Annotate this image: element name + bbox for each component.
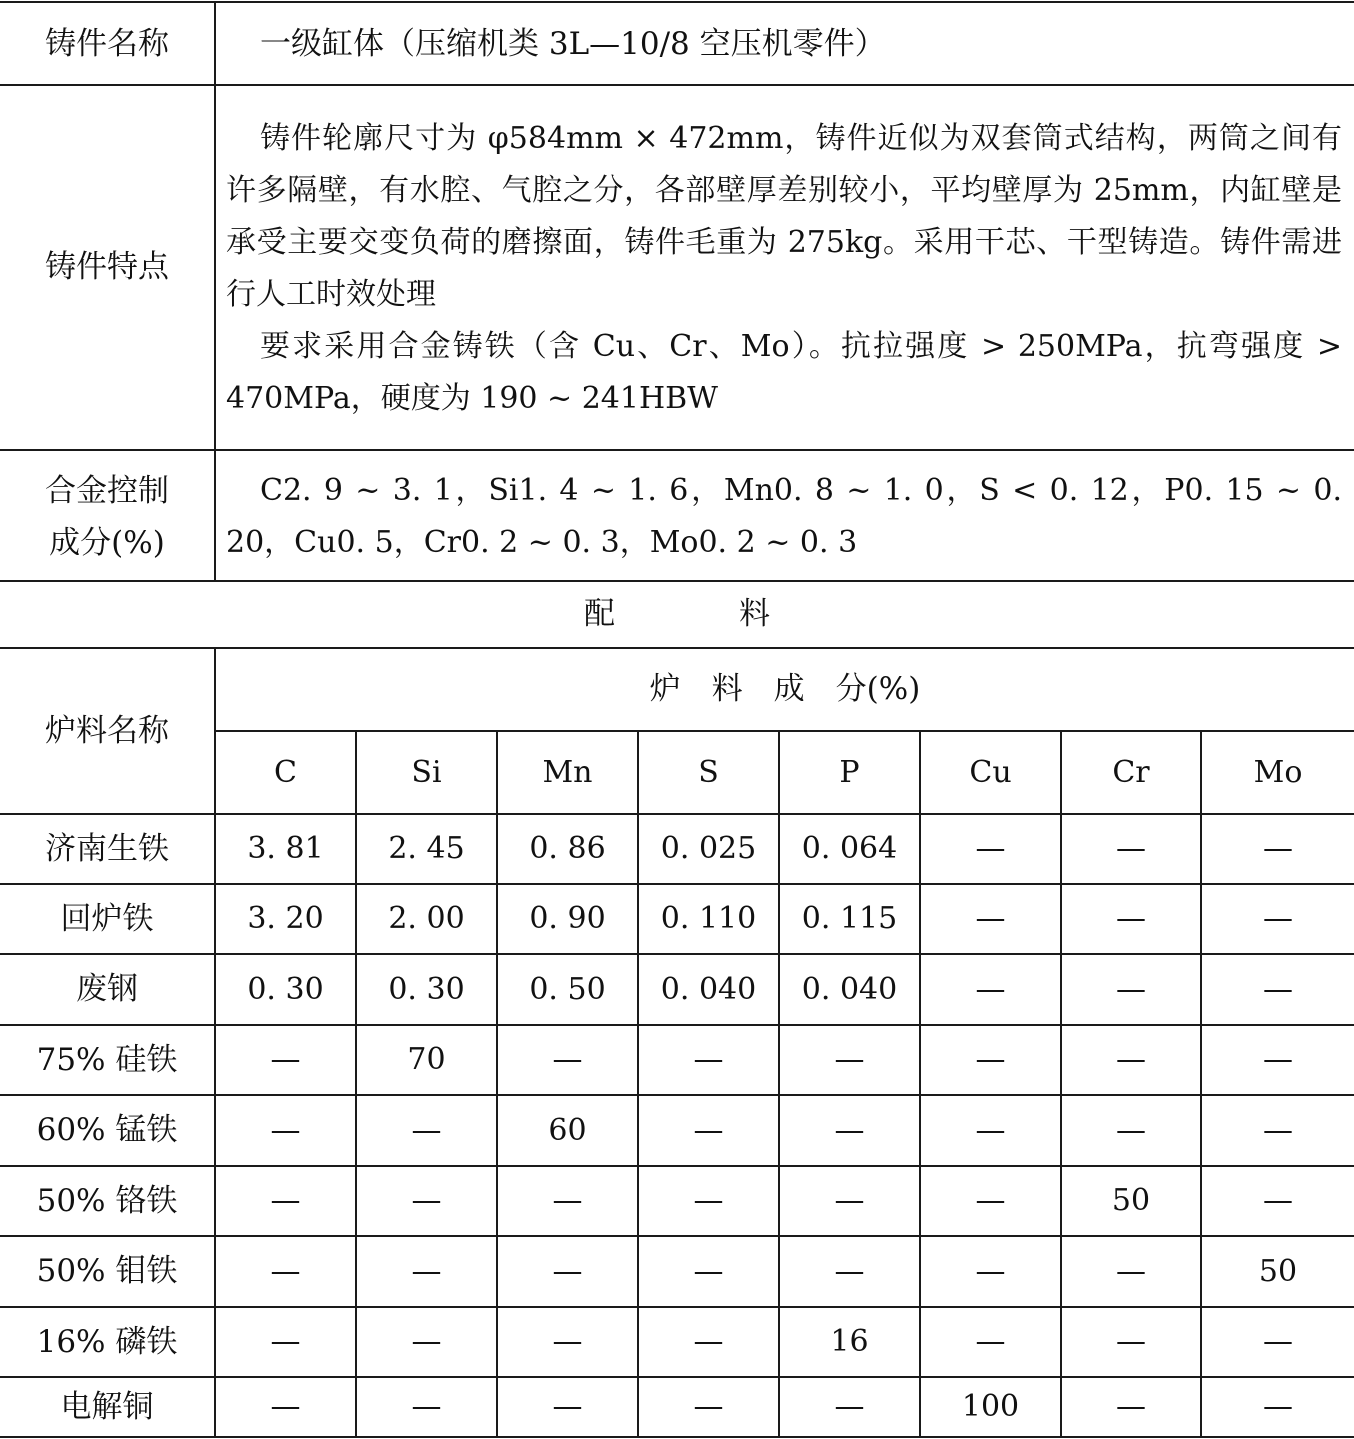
- value-cell-mo: —: [1263, 1324, 1293, 1359]
- casting-features-text: [226, 113, 1342, 425]
- element-header-p: P: [839, 754, 860, 790]
- value-cell-mo: —: [1263, 831, 1293, 866]
- charge-name-cell: 50% 钼铁: [36, 1253, 178, 1289]
- charge-name-cell: 电解铜: [60, 1388, 154, 1425]
- value-cell-cu: —: [975, 1042, 1006, 1077]
- casting-name-value: 一级缸体（压缩机类 3L—10/8 空压机零件）: [260, 26, 886, 62]
- rule-features-bottom: [0, 449, 1354, 451]
- value-cell-s: 0. 040: [660, 971, 757, 1007]
- value-cell-mo: —: [1263, 901, 1293, 936]
- value-cell-c: —: [270, 1389, 301, 1424]
- charge-name-cell: 16% 磷铁: [36, 1323, 178, 1360]
- value-cell-cu: —: [975, 1112, 1006, 1148]
- value-cell-cr: —: [1116, 1042, 1146, 1077]
- value-cell-cu: —: [975, 971, 1006, 1007]
- value-cell-cr: —: [1116, 1389, 1146, 1424]
- casting-name-label: 铸件名称: [45, 26, 169, 62]
- rule-name-bottom: [0, 84, 1354, 86]
- value-cell-s: —: [693, 1183, 724, 1218]
- charge-name-cell: 回炉铁: [60, 900, 154, 937]
- charge-name-cell: 60% 锰铁: [36, 1112, 178, 1148]
- value-cell-si: —: [411, 1389, 442, 1424]
- value-cell-cu: —: [975, 831, 1006, 866]
- element-header-cu: Cu: [969, 754, 1012, 790]
- value-cell-cr: —: [1116, 971, 1146, 1007]
- value-cell-p: —: [834, 1389, 865, 1424]
- value-cell-p: —: [834, 1183, 865, 1218]
- element-header-s: S: [698, 754, 719, 790]
- value-cell-s: —: [693, 1389, 724, 1424]
- value-cell-si: —: [411, 1183, 442, 1218]
- value-cell-si: —: [411, 1112, 442, 1148]
- value-cell-cr: —: [1116, 831, 1146, 866]
- value-cell-cu: 100: [961, 1389, 1020, 1424]
- casting-features-paragraph-2: 要求采用合金铸铁（含 Cu、Cr、Mo）。抗拉强度 > 250MPa，抗弯强度 > 470MPa，硬度为 190 ~ 241HBW: [226, 329, 1342, 416]
- value-cell-cr: 50: [1111, 1183, 1151, 1218]
- value-cell-c: —: [270, 1324, 301, 1359]
- alloy-composition-value: [226, 465, 1342, 569]
- value-cell-p: —: [834, 1112, 865, 1148]
- value-cell-p: —: [834, 1253, 865, 1289]
- batching-title: 配 料: [584, 596, 770, 632]
- value-cell-c: 3. 20: [247, 901, 324, 936]
- value-cell-c: —: [270, 1042, 301, 1077]
- element-header-mn: Mn: [542, 754, 593, 790]
- value-cell-mo: —: [1263, 1389, 1293, 1424]
- value-cell-si: —: [411, 1253, 442, 1289]
- element-header-mo: Mo: [1253, 754, 1303, 790]
- value-cell-p: 16: [830, 1324, 869, 1359]
- value-cell-p: —: [834, 1042, 865, 1077]
- value-cell-si: 2. 00: [388, 901, 465, 936]
- rule-bottom: [0, 1436, 1354, 1438]
- value-cell-cu: —: [975, 901, 1006, 936]
- value-cell-c: —: [270, 1112, 301, 1148]
- value-cell-mn: —: [552, 1389, 583, 1424]
- value-cell-si: 70: [407, 1042, 446, 1077]
- value-cell-cu: —: [975, 1324, 1006, 1359]
- value-cell-mn: —: [552, 1324, 583, 1359]
- value-cell-cr: —: [1116, 1112, 1146, 1148]
- value-cell-cr: —: [1116, 1253, 1146, 1289]
- casting-features-label: 铸件特点: [45, 249, 169, 285]
- element-header-cr: Cr: [1112, 754, 1150, 790]
- value-cell-mo: —: [1263, 1112, 1293, 1148]
- value-cell-si: 2. 45: [388, 831, 465, 866]
- value-cell-c: 0. 30: [247, 971, 324, 1007]
- value-cell-cr: —: [1116, 901, 1146, 936]
- charge-name-header: 炉料名称: [45, 712, 169, 749]
- alloy-composition-label: [0, 465, 214, 569]
- element-header-c: C: [274, 754, 297, 790]
- value-cell-mn: 0. 90: [529, 901, 606, 936]
- value-cell-si: 0. 30: [388, 971, 465, 1007]
- value-cell-s: —: [693, 1042, 724, 1077]
- value-cell-c: —: [270, 1183, 301, 1218]
- value-cell-mn: 60: [548, 1112, 587, 1148]
- casting-features-paragraph-1: 铸件轮廓尺寸为 φ584mm × 472mm，铸件近似为双套筒式结构，两筒之间有许多隔壁，有水腔、气腔之分，各部壁厚差别较小，平均壁厚为 25mm，内缸壁是承受主要交变负荷的磨擦面，铸件毛重为 275kg。采用干芯、干型铸造。铸件需进行人工时效处理: [226, 121, 1342, 312]
- composition-header: 炉 料 成 分(%): [649, 671, 921, 707]
- value-cell-cr: —: [1116, 1324, 1146, 1359]
- rule-top: [0, 1, 1354, 3]
- value-cell-s: —: [693, 1112, 724, 1148]
- value-cell-mo: —: [1263, 1183, 1293, 1218]
- element-header-si: Si: [411, 754, 442, 790]
- value-cell-mo: 50: [1258, 1253, 1298, 1289]
- alloy-composition-text: C2. 9 ~ 3. 1，Si1. 4 ~ 1. 6，Mn0. 8 ~ 1. 0，S < 0. 12，P0. 15 ~ 0. 20，Cu0. 5，Cr0. 2 ~ 0. 3，Mo0. 2 ~ 0. 3: [226, 473, 1342, 560]
- charge-name-cell: 废钢: [76, 971, 138, 1007]
- rule-label-column: [214, 1, 216, 581]
- value-cell-mo: —: [1263, 1042, 1293, 1077]
- value-cell-mn: —: [552, 1253, 583, 1289]
- alloy-composition-label-line-1: 合金控制: [45, 473, 169, 509]
- value-cell-cu: —: [975, 1183, 1006, 1218]
- value-cell-c: —: [270, 1253, 301, 1289]
- value-cell-c: 3. 81: [247, 831, 324, 866]
- value-cell-mn: —: [552, 1042, 583, 1077]
- charge-name-cell: 75% 硅铁: [36, 1041, 178, 1078]
- value-cell-mn: 0. 86: [529, 831, 606, 866]
- alloy-composition-label-line-2: 成分(%): [49, 525, 165, 561]
- value-cell-s: —: [693, 1324, 724, 1359]
- charge-name-cell: 50% 铬铁: [36, 1182, 178, 1219]
- value-cell-s: 0. 025: [660, 831, 757, 866]
- value-cell-mo: —: [1263, 971, 1293, 1007]
- value-cell-p: 0. 115: [801, 901, 898, 936]
- charge-name-cell: 济南生铁: [45, 830, 169, 867]
- value-cell-s: —: [693, 1253, 724, 1289]
- value-cell-cu: —: [975, 1253, 1006, 1289]
- value-cell-si: —: [411, 1324, 442, 1359]
- value-cell-s: 0. 110: [660, 901, 757, 936]
- value-cell-p: 0. 064: [801, 831, 898, 866]
- value-cell-mn: —: [552, 1183, 583, 1218]
- value-cell-p: 0. 040: [801, 971, 898, 1007]
- value-cell-mn: 0. 50: [529, 971, 606, 1007]
